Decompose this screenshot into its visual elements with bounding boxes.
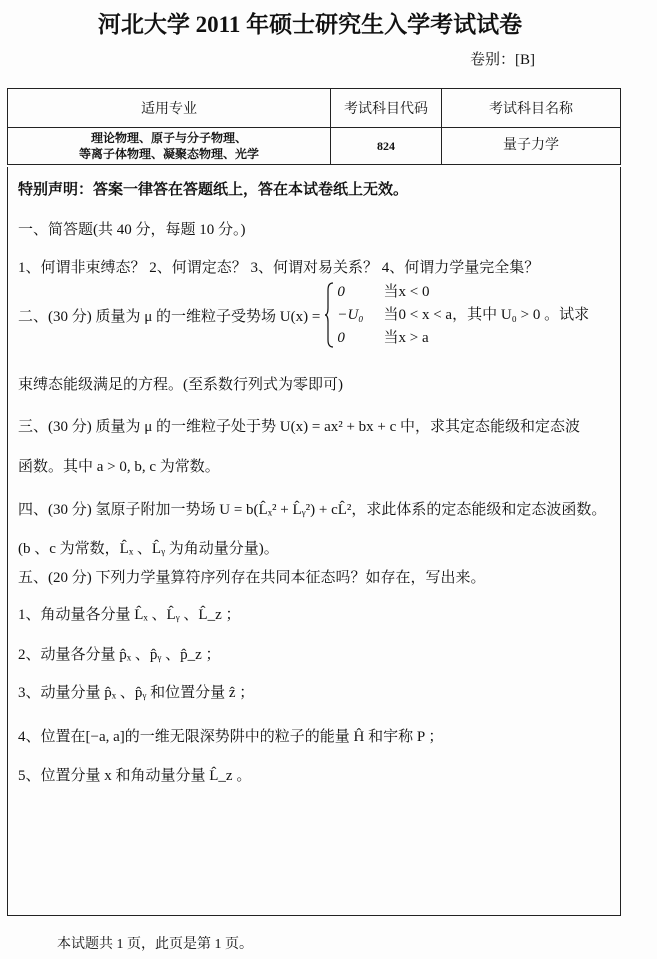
paper-type: 卷别：[B] xyxy=(470,52,535,68)
section5-item: 5、位置分量 x 和角动量分量 L̂_z 。 xyxy=(18,768,252,784)
section3-line1: 三、(30 分) 质量为 μ 的一维粒子处于势 U(x) = ax² + bx + c 中，求其定态能级和定态波 xyxy=(18,419,581,435)
exam-info-table xyxy=(7,88,621,165)
piecewise-cases xyxy=(337,284,589,347)
section2-prefix: 二、(30 分) 质量为 μ 的一维粒子受势场 U(x) = xyxy=(18,308,321,325)
case-condition: 当x < 0 xyxy=(383,283,430,300)
case-condition: 当x > a xyxy=(383,329,429,346)
header-code: 考试科目代码 xyxy=(331,89,442,128)
subject-cell: 量子力学 xyxy=(442,128,621,165)
section2-block xyxy=(18,282,618,348)
majors-line: 等离子体物理、凝聚态物理、光学 xyxy=(78,147,259,161)
notice: 特别声明：答案一律答在答题纸上，答在本试卷纸上无效。 xyxy=(18,182,409,198)
section5-heading: 五、(20 分) 下列力学量算符序列存在共同本征态吗？如存在，写出来。 xyxy=(18,570,486,586)
case-value: 0 xyxy=(337,283,345,300)
section4-line2: (b 、c 为常数，L̂ₓ 、L̂ᵧ 为角动量分量)。 xyxy=(18,541,279,557)
brace-icon xyxy=(324,282,334,348)
header-subject: 考试科目名称 xyxy=(442,89,621,128)
majors-line: 理论物理、原子与分子物理、 xyxy=(90,131,247,145)
section5-item: 3、动量分量 p̂ₓ 、p̂ᵧ 和位置分量 ẑ ； xyxy=(18,685,255,701)
section1-heading: 一、简答题(共 40 分，每题 10 分。) xyxy=(18,222,246,238)
section2-line2: 束缚态能级满足的方程。(至系数行列式为零即可) xyxy=(18,377,343,393)
exam-title: 河北大学 2011 年硕士研究生入学考试试卷 xyxy=(97,12,523,37)
header-majors: 适用专业 xyxy=(8,89,331,128)
page-footer: 本试题共 1 页，此页是第 1 页。 xyxy=(57,937,253,952)
case-condition: 当0 < x < a，其中 U₀ > 0 。试求 xyxy=(383,306,590,323)
section5-item: 4、位置在[−a, a]的一维无限深势阱中的粒子的能量 Ĥ 和宇称 P ； xyxy=(18,729,444,745)
majors-cell xyxy=(8,128,331,165)
code-cell: 824 xyxy=(331,128,442,165)
section5-item: 1、角动量各分量 L̂ₓ 、L̂ᵧ 、L̂_z ； xyxy=(18,607,241,623)
section5-item: 2、动量各分量 p̂ₓ 、p̂ᵧ 、p̂_z ； xyxy=(18,647,221,663)
case-value: 0 xyxy=(337,329,345,346)
section4-line1: 四、(30 分) 氢原子附加一势场 U = b(L̂ₓ² + L̂ᵧ²) + cL̂²，求此体系的定态能级和定态波函数。 xyxy=(18,502,607,518)
section3-line2: 函数。其中 a > 0, b, c 为常数。 xyxy=(18,459,220,475)
section1-questions: 1、何谓非束缚态？ 2、何谓定态？ 3、何谓对易关系？ 4、何谓力学量完全集？ xyxy=(18,260,540,276)
case-value: −U₀ xyxy=(337,306,364,323)
